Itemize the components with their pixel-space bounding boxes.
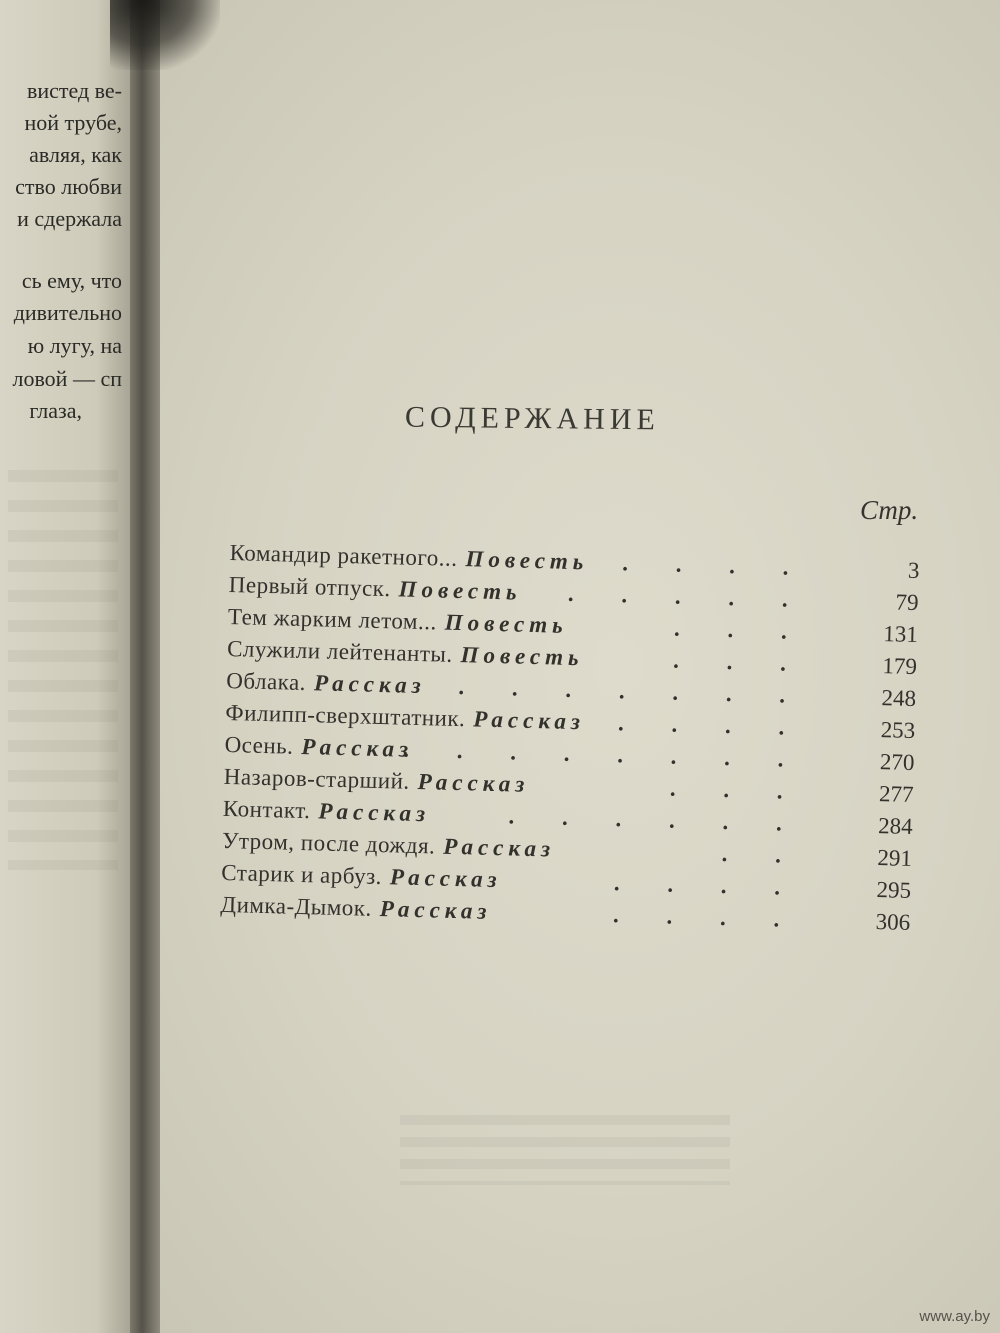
toc-entry-genre: Рассказ <box>379 896 492 924</box>
toc-entry-page: 253 <box>880 717 916 743</box>
toc-entry-genre: Повесть <box>444 609 568 638</box>
toc-entry-title: Осень. <box>224 731 294 759</box>
toc-entry-genre: Рассказ <box>389 864 502 893</box>
toc-entry-title-line <box>229 540 588 575</box>
right-page <box>150 0 1000 1333</box>
table-of-contents <box>219 540 920 978</box>
left-page-line: дивительно <box>13 300 122 325</box>
toc-leader-dots: . . . . <box>617 710 806 741</box>
left-page-ghost-text <box>8 470 118 870</box>
left-page-line: ловой — сп <box>12 366 122 391</box>
toc-entry-genre: Рассказ <box>473 706 586 735</box>
toc-entry-page: 131 <box>882 621 919 648</box>
toc-leader-dots: . . . . . . <box>508 803 804 837</box>
toc-entry-page: 277 <box>878 781 914 807</box>
toc-leader-dots: . . . . . . . <box>458 674 807 709</box>
toc-entry-genre: Рассказ <box>318 798 431 827</box>
toc-entry-page: 291 <box>877 845 913 871</box>
contents-heading: СОДЕРЖАНИЕ <box>404 400 660 437</box>
toc-leader-dots: . . . . <box>621 550 810 581</box>
left-page-line: и сдержала <box>17 206 122 231</box>
toc-leader-dots: . . . . <box>613 870 802 901</box>
toc-leader-dots: . . <box>721 840 803 869</box>
left-page-line: ной трубе, <box>24 110 122 135</box>
toc-entry-genre: Повесть <box>465 546 589 575</box>
toc-entry-title: Утром, после дождя. <box>221 827 436 859</box>
toc-entry-title-line <box>223 796 431 827</box>
left-page-line: авляя, как <box>29 142 122 167</box>
toc-leader-dots: . . . <box>672 647 808 677</box>
toc-entry-title: Служили лейтенанты. <box>226 635 454 667</box>
toc-entry-title: Первый отпуск. <box>228 571 391 602</box>
watermark: www.ay.by <box>919 1308 990 1325</box>
toc-leader-dots: . . . . <box>612 902 801 933</box>
toc-entry-page: 79 <box>895 589 919 616</box>
toc-entry-title: Димка-Дымок. <box>220 891 373 921</box>
left-page-line: вистед ве- <box>26 78 122 103</box>
book-gutter <box>130 0 160 1333</box>
toc-entry-genre: Рассказ <box>417 769 530 797</box>
toc-entry-genre: Рассказ <box>301 733 414 762</box>
spine-shadow <box>110 0 220 70</box>
toc-entry-title: Контакт. <box>222 795 311 824</box>
toc-entry-page: 284 <box>877 813 914 839</box>
toc-entry-page: 306 <box>875 909 911 935</box>
toc-entry-title: Старик и арбуз. <box>220 859 383 890</box>
toc-entry-genre: Рассказ <box>313 670 426 699</box>
left-page-text <box>0 0 138 480</box>
toc-leader-dots: . . . <box>673 615 809 645</box>
toc-entry-title-line <box>224 732 413 763</box>
faint-imprint-bleed <box>400 1115 730 1185</box>
toc-leader-dots: . . . . . . . . <box>403 736 805 773</box>
toc-entry-title: Тем жарким летом... <box>227 603 438 635</box>
toc-entry-genre: Рассказ <box>443 833 556 862</box>
toc-entry-page: 179 <box>882 653 918 680</box>
toc-leader-dots: . . . <box>669 775 804 805</box>
toc-leader-dots: . . . . . <box>567 580 809 613</box>
toc-entry-title-line <box>226 668 426 699</box>
toc-entry-title: Облака. <box>225 667 307 696</box>
left-page-line: глаза, <box>29 398 82 423</box>
left-page <box>0 0 138 1333</box>
toc-entry-title: Командир ракетного... <box>229 540 458 571</box>
left-page-line: ство любви <box>15 174 122 199</box>
toc-entry-genre: Повесть <box>460 642 584 671</box>
toc-entry-title: Филипп-сверхштатник. <box>225 699 466 732</box>
toc-entry-page: 270 <box>879 749 915 775</box>
left-page-line: ю лугу, на <box>27 333 122 358</box>
page-column-label: Стр. <box>860 495 919 525</box>
toc-entry-title: Назаров-старший. <box>223 763 411 794</box>
toc-entry-page: 295 <box>876 877 912 903</box>
toc-entry-page: 3 <box>907 557 920 584</box>
toc-entry-page: 248 <box>881 685 917 712</box>
toc-entry-genre: Повесть <box>398 576 522 605</box>
left-page-line: сь ему, что <box>21 268 122 293</box>
